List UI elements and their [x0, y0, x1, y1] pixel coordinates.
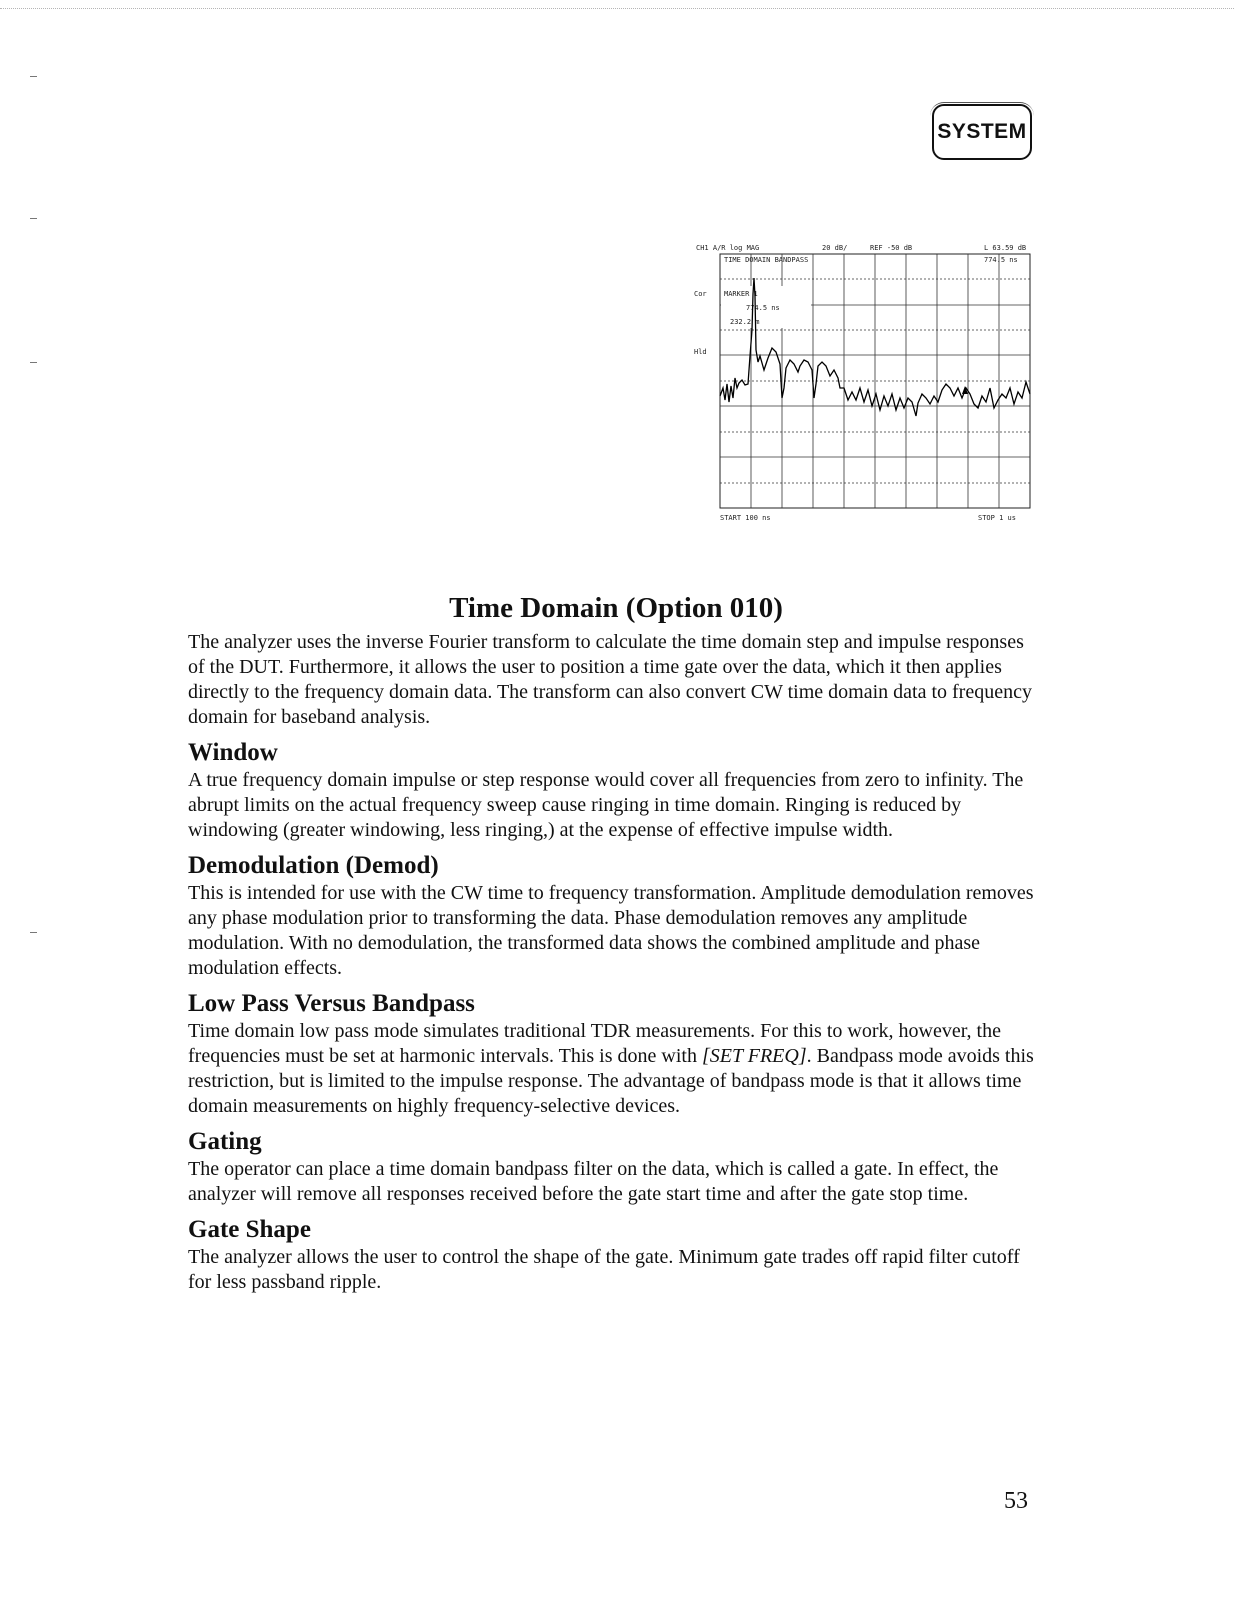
system-tab	[932, 104, 1032, 160]
section-heading: Gating	[188, 1128, 262, 1155]
section-body	[188, 1019, 1044, 1119]
section-body-part: Time domain low pass mode simulates traditional TDR measurements. For this to work, however, the frequencies must be set at harmonic intervals. This is done with	[188, 1020, 1001, 1067]
plot-marker-label: MARKER 1	[724, 290, 758, 298]
section-demodulation	[188, 851, 1044, 981]
section-gate-shape	[188, 1215, 1044, 1295]
section-low-pass-versus-bandpass	[188, 989, 1044, 1119]
section-heading: Low Pass Versus Bandpass	[188, 990, 475, 1017]
plot-marker-distance: 232.2 m	[730, 318, 760, 326]
time-domain-plot	[690, 238, 1050, 528]
section-gating	[188, 1127, 1044, 1207]
section-body-part: . Bandpass mode avoids this restriction, but is limited to the impulse response. The advantage of bandpass mode is that it allows time domain measurements on highly frequency-selective devices.	[188, 1045, 1034, 1117]
page-number: 53	[1004, 1488, 1028, 1514]
plot-start-label: START 100 ns	[720, 514, 771, 522]
intro-paragraph: The analyzer uses the inverse Fourier transform to calculate the time domain step and impulse responses of the DUT. Furthermore, it allows the user to position a time gate over the data, which it then applies directly to the frequency domain data. The transform can also convert CW time domain data to frequency domain for baseband analysis.	[188, 631, 1032, 728]
section-heading: Window	[188, 739, 278, 766]
margin-mark	[30, 218, 37, 219]
section-body: A true frequency domain impulse or step response would cover all frequencies from zero to infinity. The abrupt limits on the actual frequency sweep cause ringing in time domain. Ringing is reduced by windowing (greater windowing, less ringing,) at the expense of effective impulse width.	[188, 769, 1024, 841]
plot-side-label-cor: Cor	[694, 290, 707, 298]
margin-mark	[30, 362, 37, 363]
plot-stop-label: STOP 1 us	[978, 514, 1016, 522]
section-window	[188, 738, 1044, 843]
section-heading: Gate Shape	[188, 1216, 311, 1243]
set-freq-key-reference: [SET FREQ]	[701, 1045, 807, 1067]
section-body: The analyzer allows the user to control the shape of the gate. Minimum gate trades off rapid filter cutoff for less passband ripple.	[188, 1246, 1020, 1293]
margin-mark	[30, 76, 37, 77]
plot-marker-readout: 774.5 ns	[984, 256, 1018, 264]
section-body: The operator can place a time domain bandpass filter on the data, which is called a gate. In effect, the analyzer will remove all responses received before the gate start time and after the gate stop time.	[188, 1158, 999, 1205]
scan-top-edge	[0, 8, 1234, 9]
section-body: This is intended for use with the CW time to frequency transformation. Amplitude demodulation removes any phase modulation prior to transforming the data. Phase demodulation removes any amplitude modulation. With no demodulation, the transformed data shows the combined amplitude and phase modulation effects.	[188, 882, 1034, 979]
plot-header-scale: 20 dB/	[822, 244, 848, 252]
margin-mark	[30, 932, 37, 933]
plot-marker-time: 774.5 ns	[746, 304, 780, 312]
section-heading: Demodulation (Demod)	[188, 852, 439, 879]
plot-mode-label: TIME DOMAIN BANDPASS	[724, 256, 809, 264]
page-title: Time Domain (Option 010)	[449, 592, 783, 624]
plot-header-channel: CH1 A/R log MAG	[696, 244, 760, 252]
plot-header-ref: REF -50 dB	[870, 244, 913, 252]
plot-header-marker-value: L 63.59 dB	[984, 244, 1027, 252]
plot-side-label-hld: Hld	[694, 348, 707, 356]
system-tab-label: SYSTEM	[937, 120, 1027, 143]
document-body	[188, 590, 1044, 1295]
